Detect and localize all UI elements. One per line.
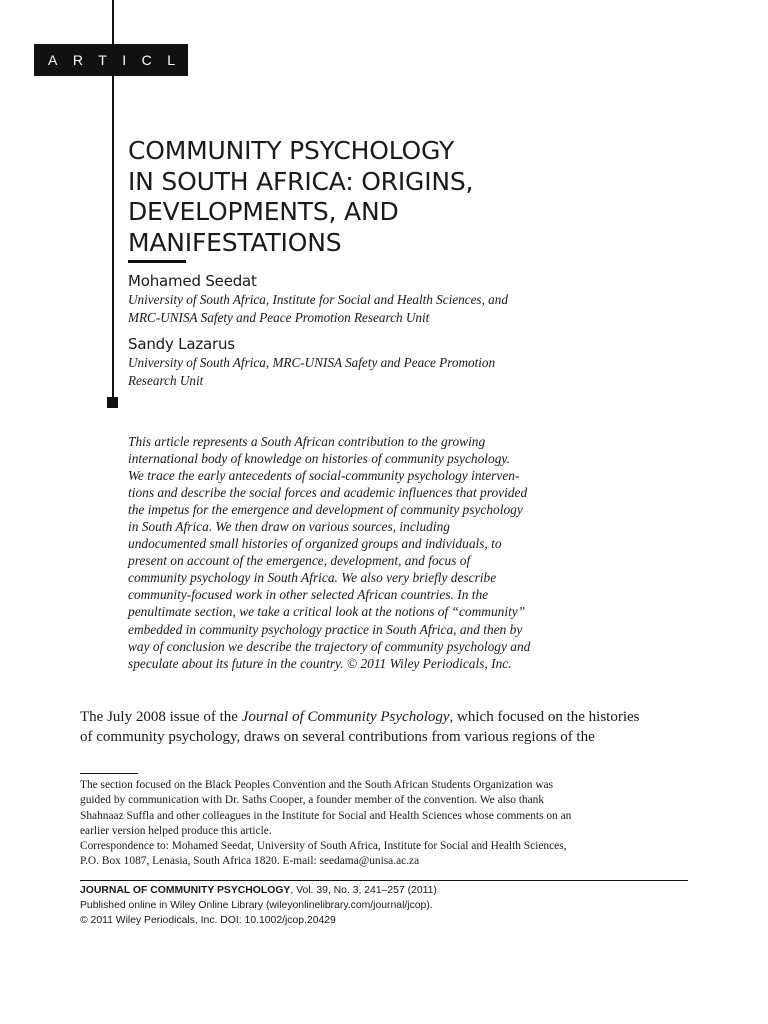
abstract-line: undocumented small histories of organized groups and individuals, to	[128, 536, 502, 552]
footnote-line: guided by communication with Dr. Saths Cooper, a founder member of the convention. We also thank	[80, 794, 545, 807]
title-line: COMMUNITY PSYCHOLOGY	[128, 136, 455, 165]
footer-copyright: © 2011 Wiley Periodicals, Inc. DOI: 10.1002/jcop.20429	[80, 915, 336, 926]
article-title	[128, 136, 688, 258]
footer-published: Published online in Wiley Online Library (wileyonlinelibrary.com/journal/jcop).	[80, 900, 433, 911]
body-paragraph	[80, 707, 690, 747]
footnote-line: Correspondence to: Mohamed Seedat, University of South Africa, Institute for Social and Health Sciences,	[80, 840, 567, 853]
footnote-line: The section focused on the Black Peoples Convention and the South African Students Organization was	[80, 779, 554, 791]
body-line	[80, 707, 690, 727]
abstract-line: way of conclusion we describe the trajectory of community psychology and	[128, 638, 531, 654]
title-line: MANIFESTATIONS	[128, 227, 342, 257]
title-line: DEVELOPMENTS, AND	[128, 197, 399, 226]
footer-citation	[80, 883, 690, 898]
journal-name: Journal of Community Psychology	[241, 709, 450, 725]
footnote	[80, 778, 690, 870]
abstract-line: This article represents a South African contribution to the growing	[128, 434, 486, 449]
body-line: of community psychology, draws on several contributions from various regions of the	[80, 729, 595, 745]
title-underline	[128, 260, 186, 263]
affiliation-line: MRC-UNISA Safety and Peace Promotion Research Unit	[128, 310, 430, 325]
section-tag: ARTICLE	[34, 44, 188, 76]
footnote-line: P.O. Box 1087, Lenasia, South Africa 1820. E-mail: seedama@unisa.ac.za	[80, 855, 420, 868]
abstract-line: penultimate section, we take a critical look at the notions of “community”	[128, 604, 526, 620]
footer-rule	[80, 880, 688, 881]
affiliation-line: Research Unit	[128, 373, 204, 388]
footer-journal-name: JOURNAL OF COMMUNITY PSYCHOLOGY	[80, 885, 291, 896]
author-affiliation	[128, 354, 688, 390]
body-text-run: The July 2008 issue of the	[80, 709, 242, 725]
abstract-line: community psychology in South Africa. We also very briefly describe	[128, 570, 497, 586]
body-text-run: , which focused on the histories	[449, 709, 640, 725]
abstract-line: We trace the early antecedents of social-community psychology interven-	[128, 468, 520, 484]
margin-rule-end-marker	[107, 397, 118, 408]
journal-footer	[80, 883, 690, 928]
abstract-line: in South Africa. We then draw on various sources, including	[128, 519, 450, 535]
footnote-line: earlier version helped produce this article.	[80, 824, 272, 837]
author-name: Sandy Lazarus	[128, 335, 235, 353]
abstract-line: speculate about its future in the country. © 2011 Wiley Periodicals, Inc.	[128, 655, 512, 671]
abstract-line: tions and describe the social forces and academic influences that provided	[128, 485, 528, 501]
abstract-line: international body of knowledge on histories of community psychology.	[128, 451, 510, 467]
title-line: IN SOUTH AFRICA: ORIGINS,	[128, 166, 474, 196]
author-affiliation	[128, 291, 688, 327]
footnote-line: Shahnaaz Suffla and other colleagues in the Institute for Social and Health Sciences whose comments on an	[80, 809, 572, 822]
abstract	[128, 433, 688, 672]
abstract-line: the impetus for the emergence and development of community psychology	[128, 502, 523, 518]
footnote-rule	[80, 773, 138, 774]
abstract-line: embedded in community psychology practice in South Africa, and then by	[128, 621, 523, 637]
abstract-line: community-focused work in other selected African countries. In the	[128, 587, 489, 603]
footer-volume: , Vol. 39, No. 3, 241–257 (2011)	[290, 885, 437, 896]
affiliation-line: University of South Africa, MRC-UNISA Safety and Peace Promotion	[128, 355, 496, 370]
affiliation-line: University of South Africa, Institute for Social and Health Sciences, and	[128, 292, 508, 307]
abstract-line: present on account of the emergence, development, and focus of	[128, 553, 471, 569]
author-name: Mohamed Seedat	[128, 272, 257, 290]
